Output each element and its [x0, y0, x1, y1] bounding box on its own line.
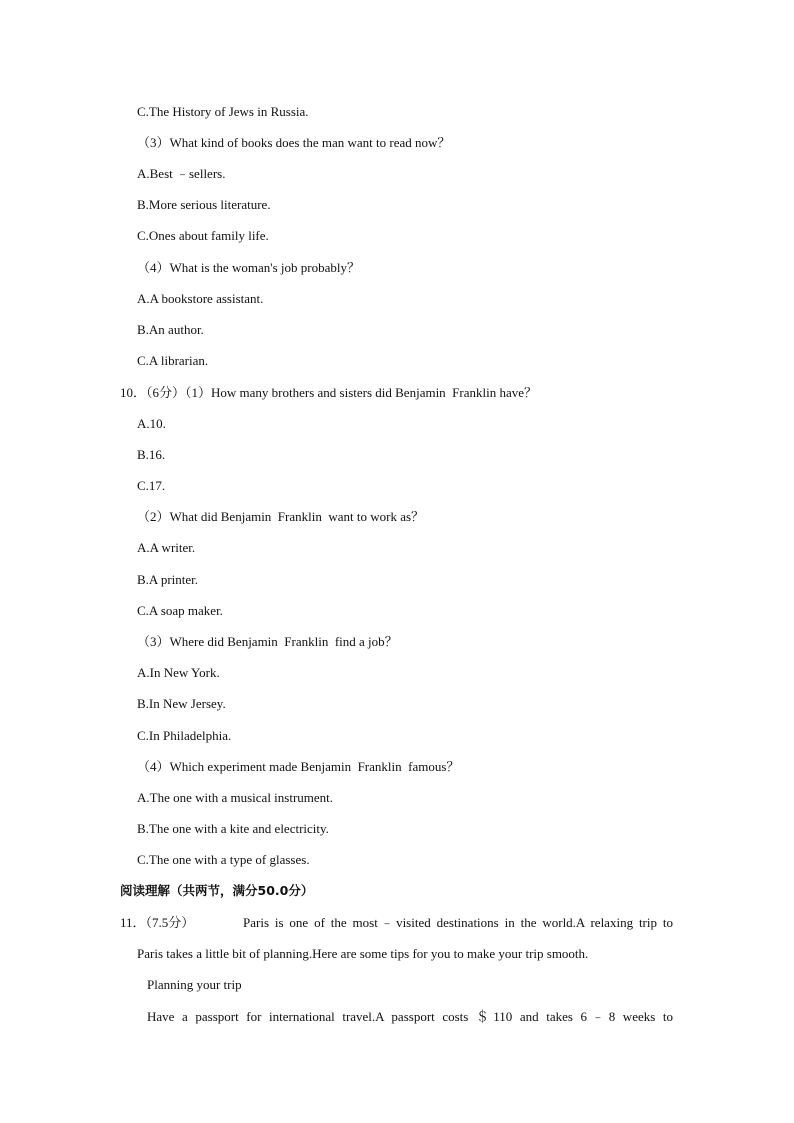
q10-sub1-option-a: A.10.	[137, 416, 166, 431]
q9-sub3-stem: （3）What kind of books does the man want to read now？	[137, 135, 451, 150]
q10-sub2-stem: （2）What did Benjamin Franklin want to work as？	[137, 509, 425, 524]
q9-sub4-option-a: A.A bookstore assistant.	[137, 291, 264, 306]
q10-sub2-option-c: C.A soap maker.	[137, 603, 223, 618]
q9-sub4-stem: （4）What is the woman's job probably？	[137, 260, 360, 275]
q9-sub4-option-b: B.An author.	[137, 322, 204, 337]
q10-sub2-option-b: B.A printer.	[137, 572, 199, 587]
q9-option-c-prev: C.The History of Jews in Russia.	[137, 104, 309, 119]
q10-heading: 10．（6分）（1）How many brothers and sisters did Benjamin Franklin have？	[120, 385, 538, 400]
q10-sub4-option-c: C.The one with a type of glasses.	[137, 852, 310, 867]
q10-sub2-option-a: A.A writer.	[137, 540, 196, 555]
q11-passage-line-3: Have a passport for international travel.A passport costs ＄110 and takes 6﹣8 weeks to	[147, 1009, 673, 1024]
q11-passage-line-2: Paris takes a little bit of planning.Here are some tips for you to make your trip smooth.	[137, 946, 589, 961]
q10-sub1-option-c: C.17.	[137, 478, 166, 493]
q10-sub4-option-b: B.The one with a kite and electricity.	[137, 821, 329, 836]
q10-sub3-option-b: B.In New Jersey.	[137, 696, 226, 711]
q11-passage-line-1: Paris is one of the most﹣visited destinations in the world.A relaxing trip to	[243, 915, 673, 930]
q10-sub4-option-a: A.The one with a musical instrument.	[137, 790, 334, 805]
q11-passage-subheading: Planning your trip	[147, 977, 242, 992]
q9-sub3-option-c: C.Ones about family life.	[137, 228, 269, 243]
q10-sub3-option-a: A.In New York.	[137, 665, 220, 680]
q11-number: 11．（7.5分）	[120, 915, 195, 930]
section-heading-reading: 阅读理解（共两节，满分50.0分）	[120, 883, 314, 898]
q10-sub1-option-b: B.16.	[137, 447, 166, 462]
q10-sub3-option-c: C.In Philadelphia.	[137, 728, 232, 743]
q9-sub3-option-a: A.Best ﹣sellers.	[137, 166, 226, 181]
q10-sub4-stem: （4）Which experiment made Benjamin Franklin famous？	[137, 759, 460, 774]
q9-sub3-option-b: B.More serious literature.	[137, 197, 271, 212]
q10-sub3-stem: （3）Where did Benjamin Franklin find a job？	[137, 634, 398, 649]
q9-sub4-option-c: C.A librarian.	[137, 353, 209, 368]
